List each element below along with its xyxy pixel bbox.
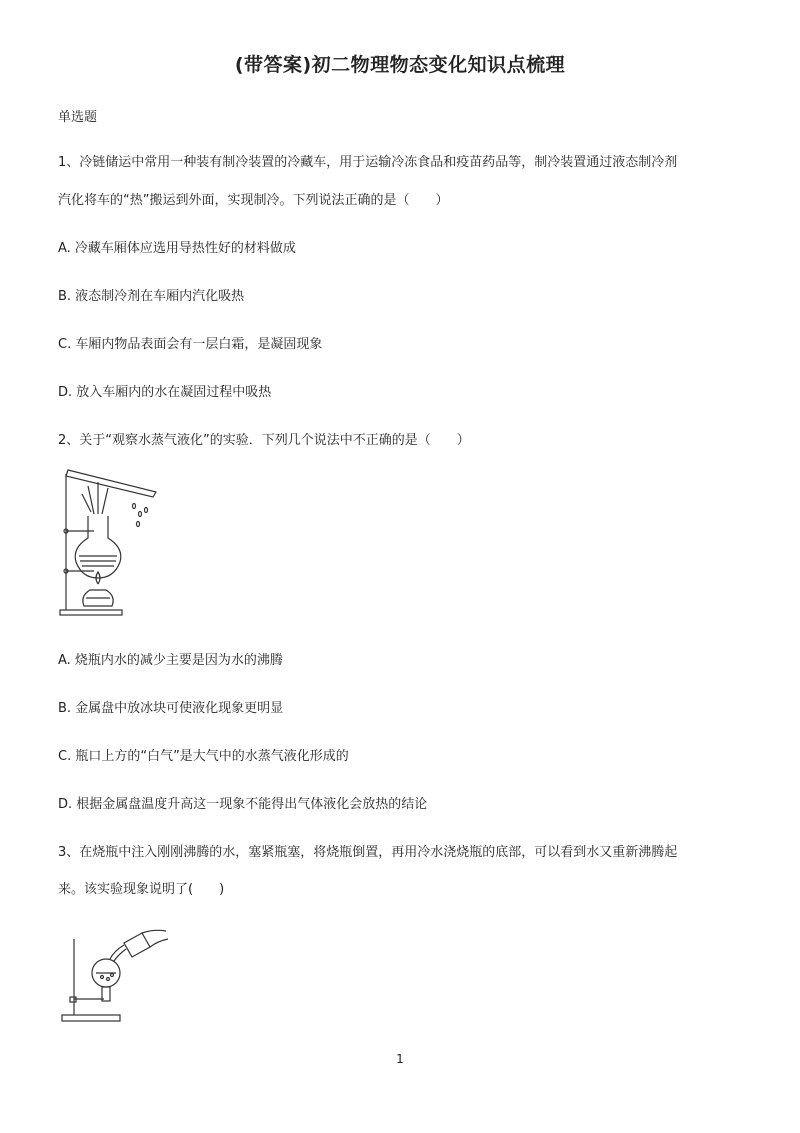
- inverted-flask-figure: [58, 925, 173, 1025]
- question-3-text: 3、在烧瓶中注入刚刚沸腾的水，塞紧瓶塞，将烧瓶倒置，再用冷水浇烧瓶的底部，可以看到水又重新沸腾起: [58, 845, 678, 860]
- question-1-text: 1、冷链储运中常用一种装有制冷装置的冷藏车，用于运输冷冻食品和疫苗药品等，制冷装置通过液态制冷剂: [58, 155, 678, 170]
- question-1-option-a: A. 冷藏车厢体应选用导热性好的材料做成: [58, 241, 296, 256]
- question-1-option-c: C. 车厢内物品表面会有一层白霜，是凝固现象: [58, 337, 323, 352]
- question-1-option-b: B. 液态制冷剂在车厢内汽化吸热: [58, 289, 245, 304]
- question-1-option-d: D. 放入车厢内的水在凝固过程中吸热: [58, 385, 272, 400]
- section-heading: 单选题: [58, 110, 98, 125]
- question-3-text-cont: 来。该实验现象说明了( ): [58, 882, 225, 897]
- question-2-option-b: B. 金属盘中放冰块可使液化现象更明显: [58, 701, 284, 716]
- liquefaction-apparatus-figure: [58, 466, 158, 621]
- question-2-text: 2、关于“观察水蒸气液化”的实验．下列几个说法中不正确的是（ ）: [58, 433, 470, 448]
- question-2-option-c: C. 瓶口上方的“白气”是大气中的水蒸气液化形成的: [58, 749, 349, 764]
- page-title: (带答案)初二物理物态变化知识点梳理: [234, 54, 566, 76]
- question-2-option-a: A. 烧瓶内水的减少主要是因为水的沸腾: [58, 653, 283, 668]
- question-2-option-d: D. 根据金属盘温度升高这一现象不能得出气体液化会放热的结论: [58, 797, 428, 812]
- question-1-text-cont: 汽化将车的“热”搬运到外面，实现制冷。下列说法正确的是（ ）: [58, 193, 449, 208]
- page-number: 1: [396, 1052, 404, 1066]
